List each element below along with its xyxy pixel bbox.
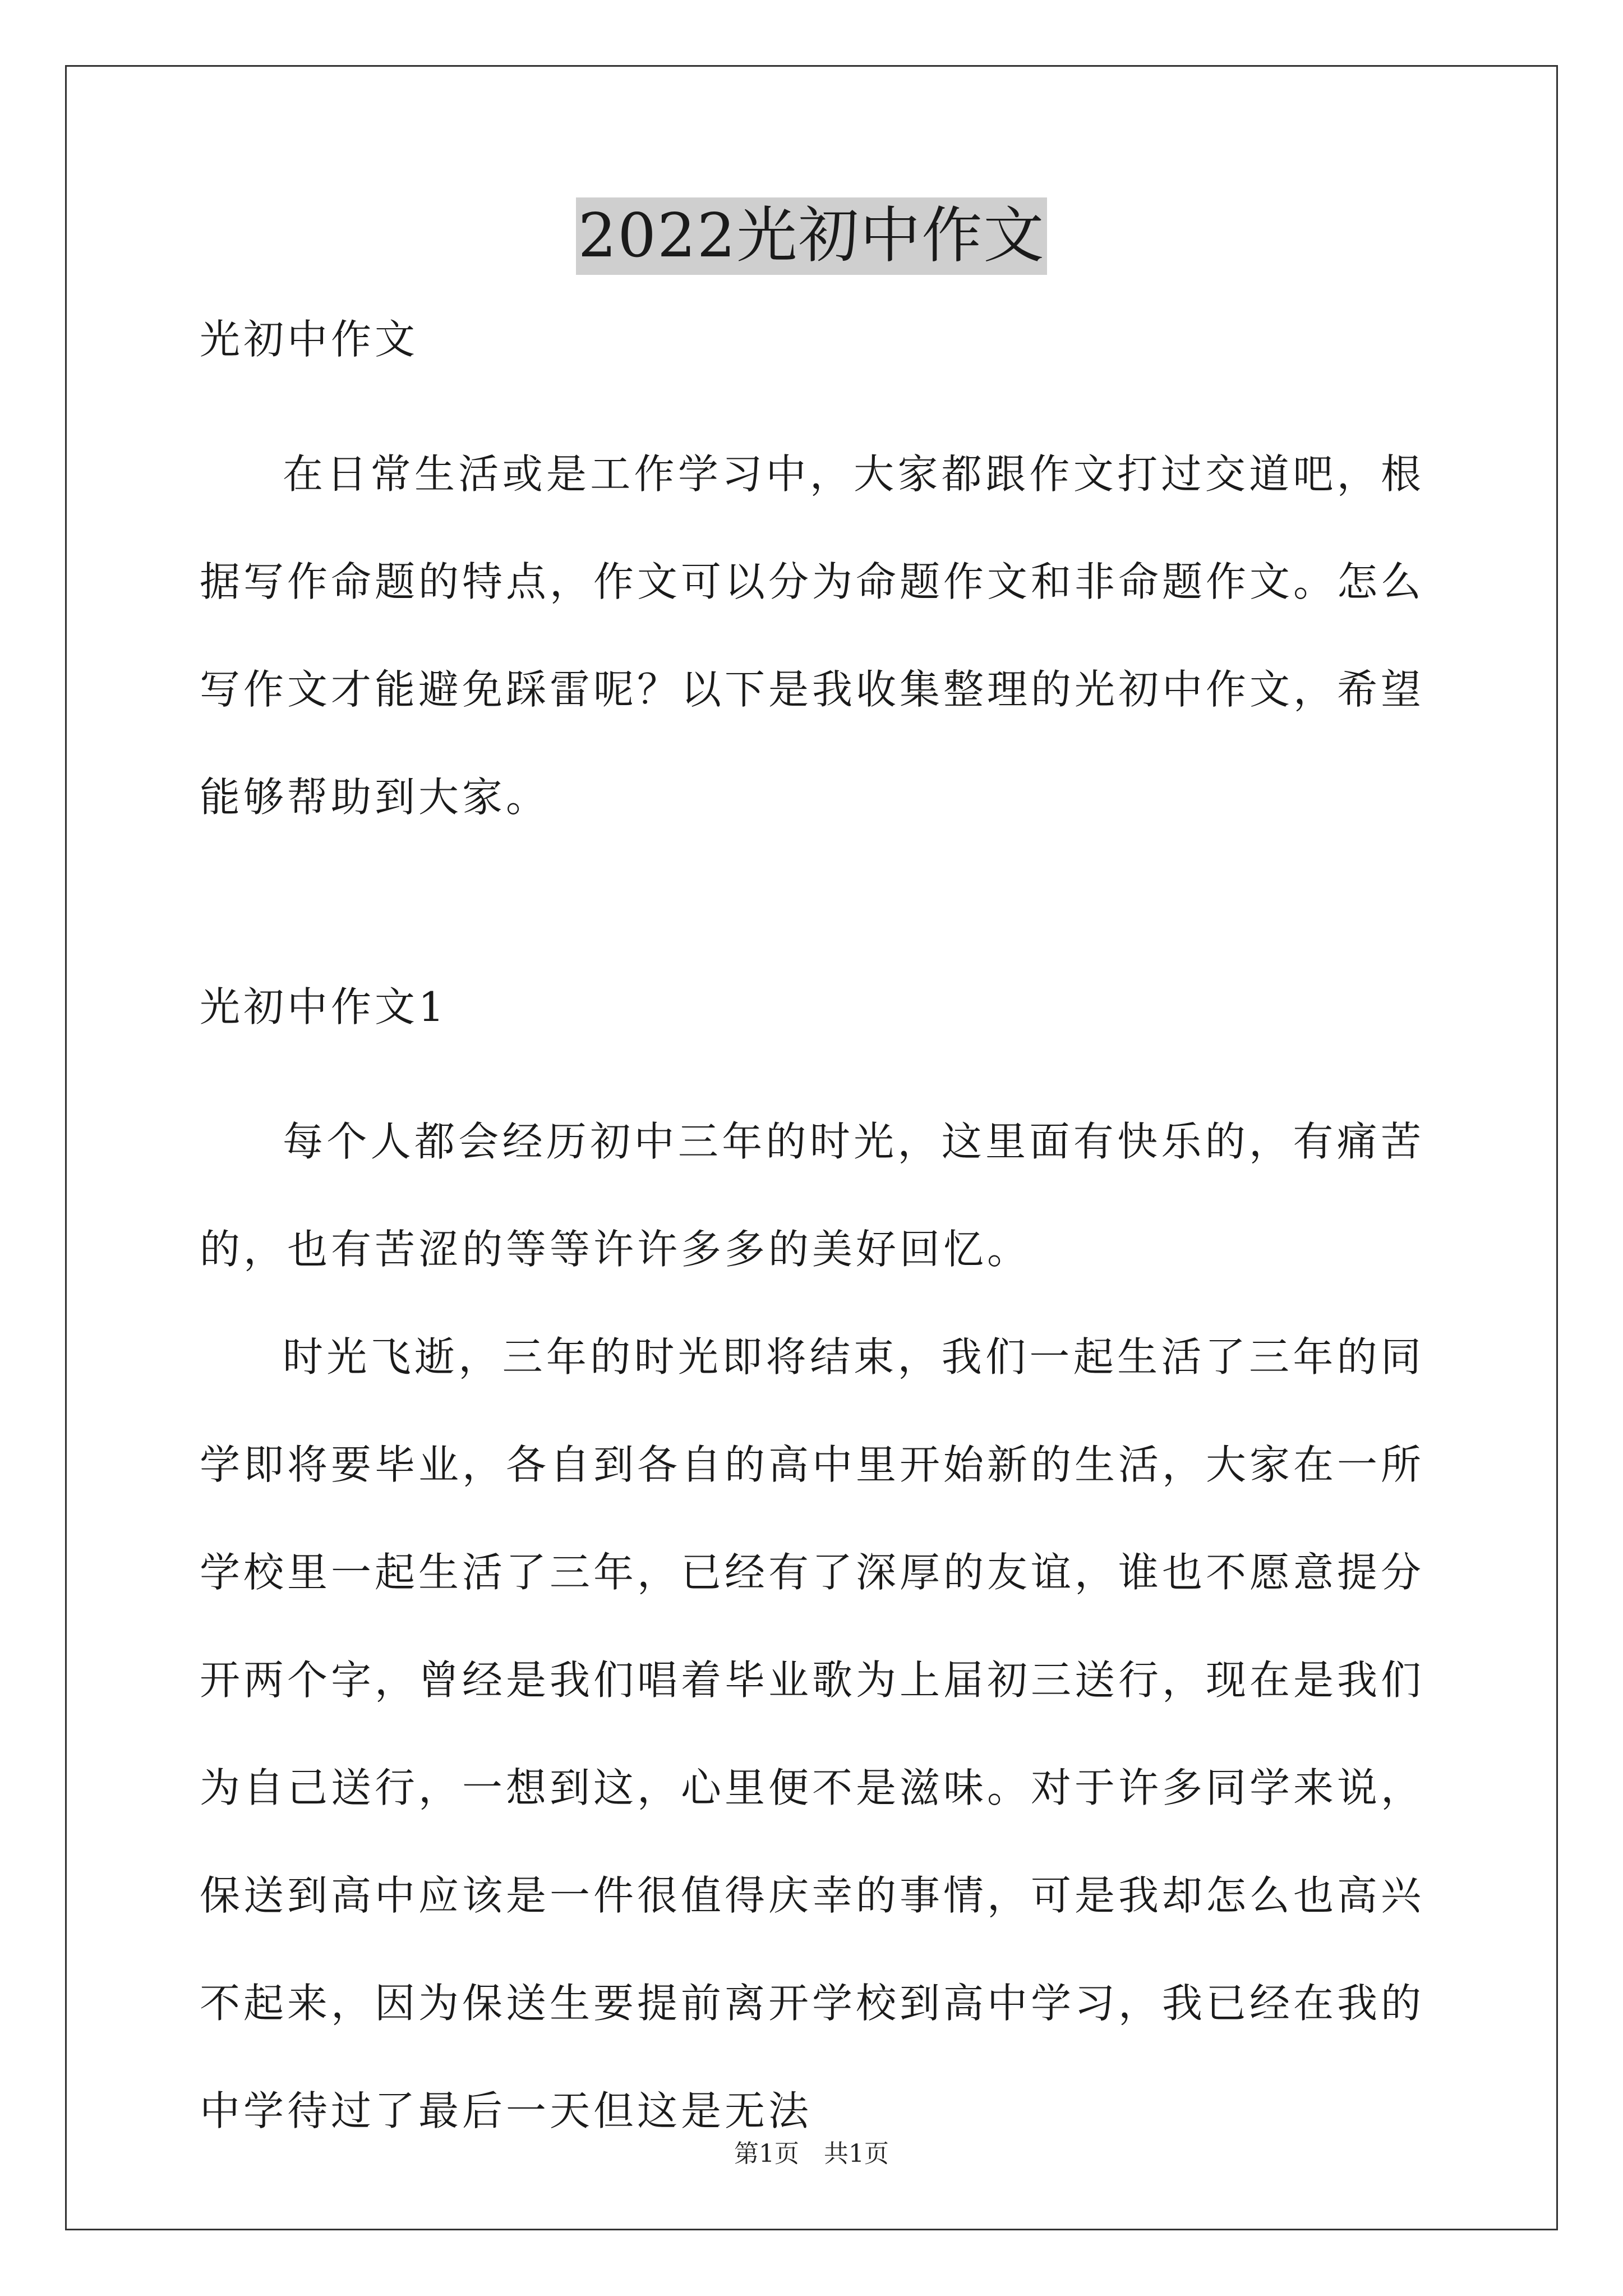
page-footer: 第1页 共1页 [734, 2139, 889, 2168]
intro-paragraph: 在日常生活或是工作学习中，大家都跟作文打过交道吧，根据写作命题的特点，作文可以分为命题作文和非命题作文。怎么写作文才能避免踩雷呢？以下是我收集整理的光初中作文，希望能够帮助到大家。 [200, 450, 1425, 821]
title-container [0, 197, 1623, 275]
section-paragraph: 时光飞逝，三年的时光即将结束，我们一起生活了三年的同学即将要毕业，各自到各自的高中里开始新的生活，大家在一所学校里一起生活了三年，已经有了深厚的友谊，谁也不愿意提分开两个字，曾经是我们唱着毕业歌为上届初三送行，现在是我们为自己送行，一想到这，心里便不是滋味。对于许多同学来说，保送到高中应该是一件很值得庆幸的事情，可是我却怎么也高兴不起来，因为保送生要提前离开学校到高中学习，我已经在我的中学待过了最后一天但这是无法 [200, 1333, 1425, 2134]
section-heading: 光初中作文1 [200, 983, 448, 1030]
document-title: 2022光初中作文 [576, 197, 1048, 275]
section-paragraph: 每个人都会经历初中三年的时光，这里面有快乐的，有痛苦的，也有苦涩的等等许许多多的美好回忆。 [200, 1118, 1424, 1273]
intro-heading: 光初中作文 [200, 316, 419, 363]
document-body [200, 311, 1424, 2165]
